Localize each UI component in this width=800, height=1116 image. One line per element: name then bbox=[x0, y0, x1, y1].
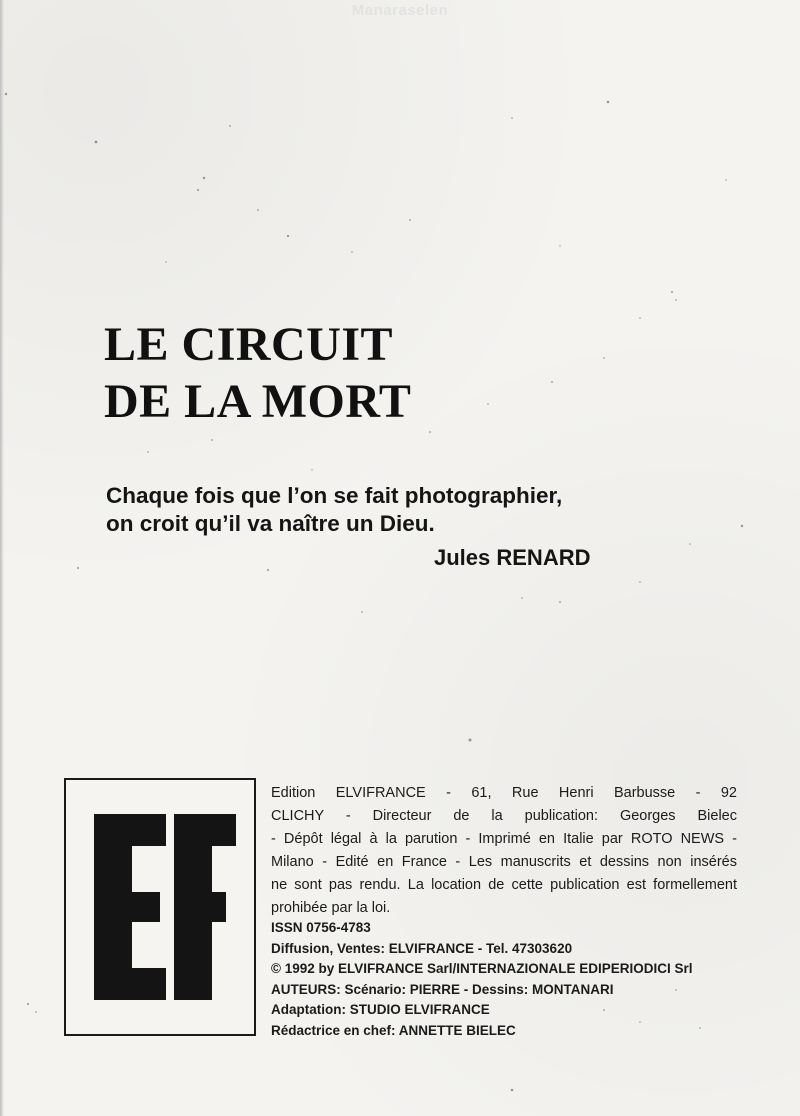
adaptation: Adaptation: STUDIO ELVIFRANCE bbox=[271, 1002, 490, 1017]
credits-block bbox=[271, 918, 693, 1041]
imprint-block bbox=[271, 782, 737, 920]
diffusion: Diffusion, Ventes: ELVIFRANCE - Tel. 47303620 bbox=[271, 940, 573, 956]
title-line-1: LE CIRCUIT bbox=[104, 318, 394, 371]
quote-author: Jules RENARD bbox=[434, 545, 591, 570]
epigraph-quote bbox=[106, 482, 562, 538]
title-line-2: DE LA MORT bbox=[104, 375, 412, 428]
chief-editor: Rédactrice en chef: ANNETTE BIELEC bbox=[271, 1022, 516, 1038]
issn: ISSN 0756-4783 bbox=[271, 920, 371, 935]
quote-line-2: on croit qu’il va naître un Dieu. bbox=[106, 511, 435, 536]
watermark: Manaraselen bbox=[351, 2, 449, 19]
copyright: © 1992 by ELVIFRANCE Sarl/INTERNAZIONALE EDIPERIODICI Srl bbox=[271, 961, 693, 976]
quote-line-1: Chaque fois que l’on se fait photographier, bbox=[106, 483, 563, 508]
imprint-line: CLICHY - Directeur de la publication: Georges Bielec bbox=[271, 808, 737, 824]
imprint-line: prohibée par la loi. bbox=[271, 900, 391, 916]
imprint-line: ne sont pas rendu. La location de cette publication est formellement bbox=[271, 877, 737, 893]
publisher-logo bbox=[64, 778, 256, 1036]
ef-logo-mark bbox=[66, 780, 253, 1033]
imprint-line: Edition ELVIFRANCE - 61, Rue Henri Barbusse - 92 bbox=[271, 785, 737, 801]
authors: AUTEURS: Scénario: PIERRE - Dessins: MONTANARI bbox=[271, 981, 614, 997]
imprint-line: Milano - Edité en France - Les manuscrits et dessins non insérés bbox=[271, 854, 737, 870]
page-title bbox=[104, 316, 411, 430]
imprint-line: - Dépôt légal à la parution - Imprimé en Italie par ROTO NEWS - bbox=[271, 831, 737, 847]
